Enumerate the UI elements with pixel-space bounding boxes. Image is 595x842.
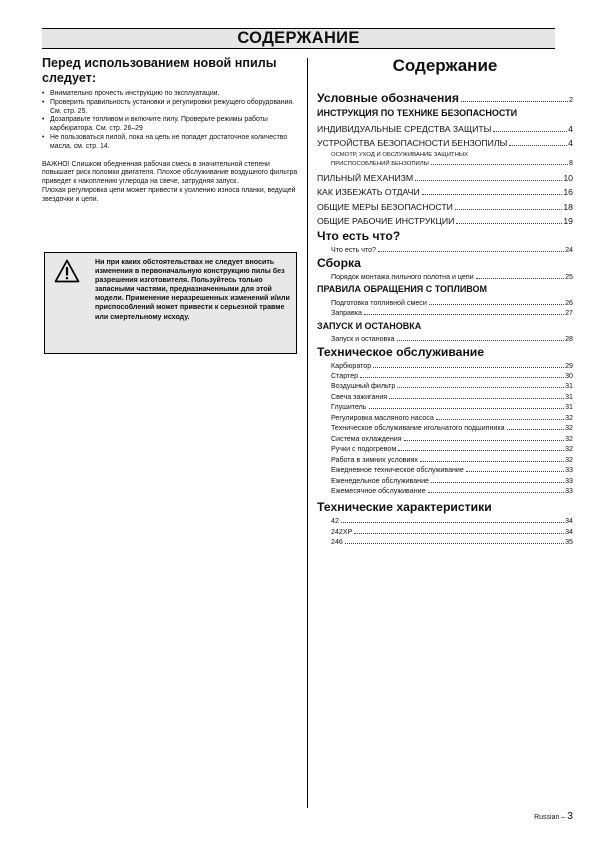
checklist-item: • Дозаправьте топливом и включите пилу. Проверьте режимы работы карбюратора. См. стр. 26–29 [42,116,298,134]
column-divider [307,58,308,808]
toc-chapter[interactable]: Что есть что? [317,229,401,243]
toc-chapter[interactable]: ПРАВИЛА ОБРАЩЕНИЯ С ТОПЛИВОМ [317,284,488,294]
toc-entry[interactable]: Работа в зимних условиях 32 [331,456,573,464]
toc-entry[interactable]: Стартер 30 [331,372,573,380]
toc-entry[interactable]: 42 34 [331,517,573,525]
chain-note: Плохая регулировка цепи может привести к усилению износа планки, ведущей звездочки и цепи. [42,186,296,203]
toc-entry[interactable]: КАК ИЗБЕЖАТЬ ОТДАЧИ 16 [317,187,573,197]
toc-title: Содержание [392,56,498,75]
toc-entry[interactable]: Условные обозначения 2 [317,91,573,105]
toc-entry[interactable]: Ежедневное техническое обслуживание 33 [331,466,573,474]
toc-entry[interactable]: Ручки с подогревом 32 [331,445,573,453]
toc-entry[interactable]: Карбюратор 29 [331,362,573,370]
toc-chapter[interactable]: Техническое обслуживание [317,345,485,359]
toc-entry[interactable]: Заправка 27 [331,309,573,317]
header-band [42,28,555,48]
toc-entry[interactable]: Свеча зажигания 31 [331,393,573,401]
toc-entry[interactable]: Глушитель 31 [331,403,573,411]
toc-chapter[interactable]: Сборка [317,256,361,270]
toc-entry[interactable]: ОБЩИЕ РАБОЧИЕ ИНСТРУКЦИИ 19 [317,216,573,226]
important-note: ВАЖНО! Слишком обедненная рабочая смесь в значительной степени повышает риск поломки двигателя. Плохое обслуживание воздушного фильтра приведет к накоплению углерода на свече, затрудняя запуск. [42,160,298,186]
warning-box [44,252,297,354]
toc-entry[interactable]: Подготовка топливной смеси 26 [331,299,573,307]
page-title: СОДЕРЖАНИЕ [237,29,360,47]
checklist-item: • Не пользоваться пилой, пока на цепь не попадет достаточное количество масла, см. стр. 14. [42,134,298,152]
checklist-item: • Проверить правильность установки и регулировки режущего оборудования. См. стр. 25. [42,99,298,117]
toc-section[interactable]: ИНСТРУКЦИЯ ПО ТЕХНИКЕ БЕЗОПАСНОСТИ [317,108,518,118]
intro-column [42,56,298,205]
warning-triangle-icon [54,259,80,283]
toc-chapter[interactable]: ЗАПУСК И ОСТАНОВКА [317,321,422,331]
checklist-item: • Внимательно прочесть инструкцию по эксплуатации. [42,90,298,99]
toc-entry-line[interactable]: ОСМОТР, УХОД И ОБСЛУЖИВАНИЕ ЗАЩИТНЫХ [331,152,469,158]
toc-entry[interactable]: ИНДИВИДУАЛЬНЫЕ СРЕДСТВА ЗАЩИТЫ 4 [317,124,573,134]
footer-language: Russian [534,814,560,821]
page-number: 3 [567,810,573,822]
toc-entry[interactable]: 242XP 34 [331,528,573,536]
toc-entry[interactable]: Воздушный фильтр 31 [331,382,573,390]
toc-entry[interactable]: Система охлаждения 32 [331,435,573,443]
toc-entry[interactable]: Что есть что? 24 [331,246,573,254]
warning-text: Ни при каких обстоятельствах не следует вносить изменения в первоначальную конструкцию пилы без разрешения изготовителя. Пользуйтесь только запасными частями, предназначенными для этой модели. Применение неразрешенных изменений и/или приспособлений может привести к серьезной травме или смертельному исходу. [95,258,290,321]
toc-entry[interactable]: Ежемесячное обслуживание 33 [331,487,573,495]
toc-entry[interactable]: Порядок монтажа пильного полотна и цепи 25 [331,273,573,281]
toc-entry[interactable]: Техническое обслуживание игольчатого подшипника 32 [331,424,573,432]
toc-entry[interactable]: Еженедельное обслуживание 33 [331,477,573,485]
toc-entry[interactable]: ПИЛЬНЫЙ МЕХАНИЗМ 10 [317,173,573,183]
page-footer: Russian – 3 [534,810,573,822]
toc-entry[interactable]: 246 35 [331,538,573,546]
checklist [42,90,298,152]
toc-entry[interactable]: Запуск и остановка 28 [331,335,573,343]
intro-heading: Перед использованием новой нпилы следует: [42,56,277,85]
toc-entry[interactable]: Регулировка масляного насоса 32 [331,414,573,422]
toc-entry[interactable]: ПРИСПОСОБЛЕНИЙ БЕНЗОПИЛЫ 8 [331,159,573,167]
toc-entry[interactable]: УСТРОЙСТВА БЕЗОПАСНОСТИ БЕНЗОПИЛЫ 4 [317,138,573,148]
toc-chapter[interactable]: Технические характеристики [317,500,492,514]
toc-entry[interactable]: ОБЩИЕ МЕРЫ БЕЗОПАСНОСТИ 18 [317,202,573,212]
